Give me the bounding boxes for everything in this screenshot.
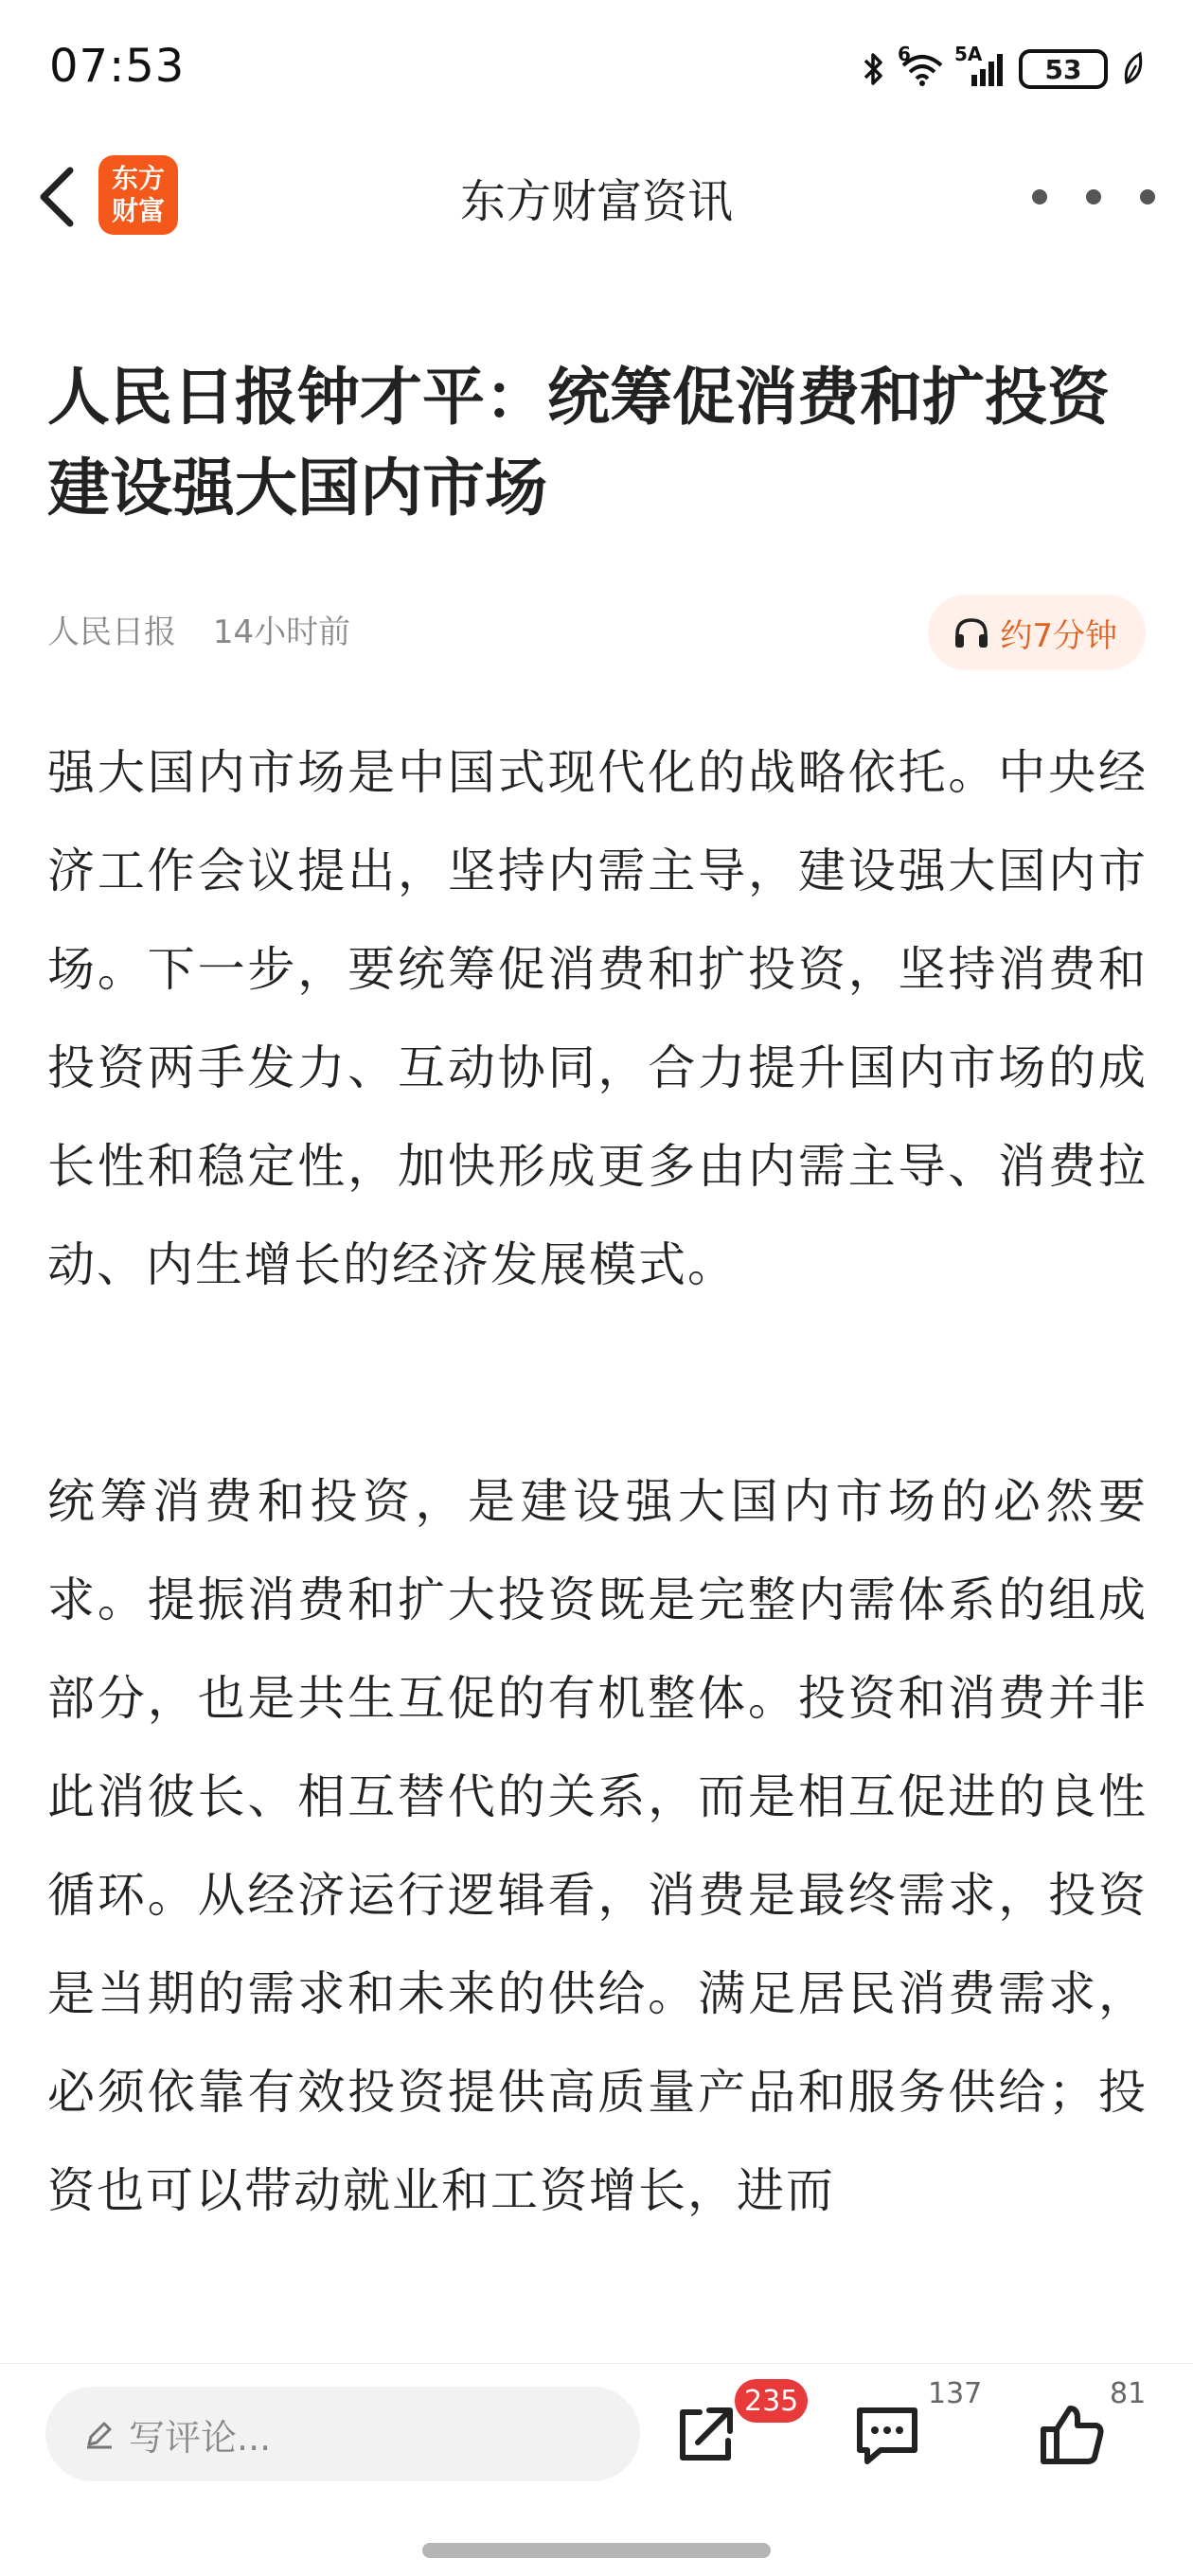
- comments-button[interactable]: [845, 2392, 930, 2478]
- thumbs-up-icon: [1038, 2401, 1108, 2469]
- home-indicator[interactable]: [422, 2543, 771, 2558]
- status-bar: [0, 0, 1193, 133]
- battery-icon: [1019, 49, 1108, 89]
- pencil-icon: [83, 2418, 116, 2450]
- share-count-badge: 235: [735, 2379, 808, 2423]
- comment-bubble-icon: [852, 2401, 922, 2469]
- headphones-icon: [953, 615, 990, 649]
- wifi-icon: [898, 43, 945, 88]
- like-button[interactable]: [1030, 2392, 1115, 2478]
- logo-line-1: 东方: [111, 163, 165, 194]
- article-paragraph: 强大国内市场是中国式现代化的战略依托。中央经济工作会议提出，坚持内需主导，建设强大国内市场。下一步，要统筹促消费和扩投资，坚持消费和投资两手发力、互动协同，合力提升国内市场的成长性和稳定性，加快形成更多由内需主导、消费拉动、内生增长的经济发展模式。: [47, 745, 1148, 1292]
- article-source[interactable]: 人民日报: [47, 613, 176, 651]
- share-icon: [671, 2401, 739, 2469]
- battery-level: 53: [1044, 53, 1082, 85]
- comment-input[interactable]: [45, 2387, 640, 2481]
- more-dot-icon: [1032, 189, 1047, 204]
- comment-placeholder: 写评论...: [129, 2416, 272, 2459]
- more-dot-icon: [1140, 189, 1155, 204]
- bluetooth-icon: [862, 50, 886, 88]
- more-dot-icon: [1086, 189, 1101, 204]
- leaf-icon: [1121, 50, 1146, 88]
- listen-duration: 约7分钟: [1000, 616, 1117, 655]
- top-nav: [0, 142, 1193, 256]
- network-type-label: 5A: [954, 43, 983, 65]
- article-meta: [47, 606, 350, 652]
- page-title: 东方财富资讯: [459, 175, 733, 228]
- wifi-generation-label: 6: [898, 43, 911, 65]
- comment-count: 137: [928, 2377, 983, 2410]
- status-icons: [862, 45, 1146, 93]
- article-paragraph: 统筹消费和投资，是建设强大国内市场的必然要求。提振消费和扩大投资既是完整内需体系的组成部分，也是共生互促的有机整体。投资和消费并非此消彼长、相互替代的关系，而是相互促进的良性循环。从经济运行逻辑看，消费是最终需求，投资是当期的需求和未来的供给。满足居民消费需求，必须依靠有效投资提供高质量产品和服务供给；投资也可以带动就业和工资增长，进而: [47, 1474, 1148, 2218]
- logo-line-2: 财富: [111, 195, 165, 226]
- status-time: 07:53: [49, 40, 186, 93]
- like-count: 81: [1110, 2377, 1147, 2410]
- article-time: 14小时前: [212, 613, 351, 651]
- listen-button[interactable]: [928, 595, 1146, 670]
- cellular-signal-icon: [954, 43, 1006, 88]
- more-options-button[interactable]: [1032, 178, 1155, 216]
- article-headline: 人民日报钟才平：统筹促消费和扩投资 建设强大国内市场: [47, 361, 1110, 524]
